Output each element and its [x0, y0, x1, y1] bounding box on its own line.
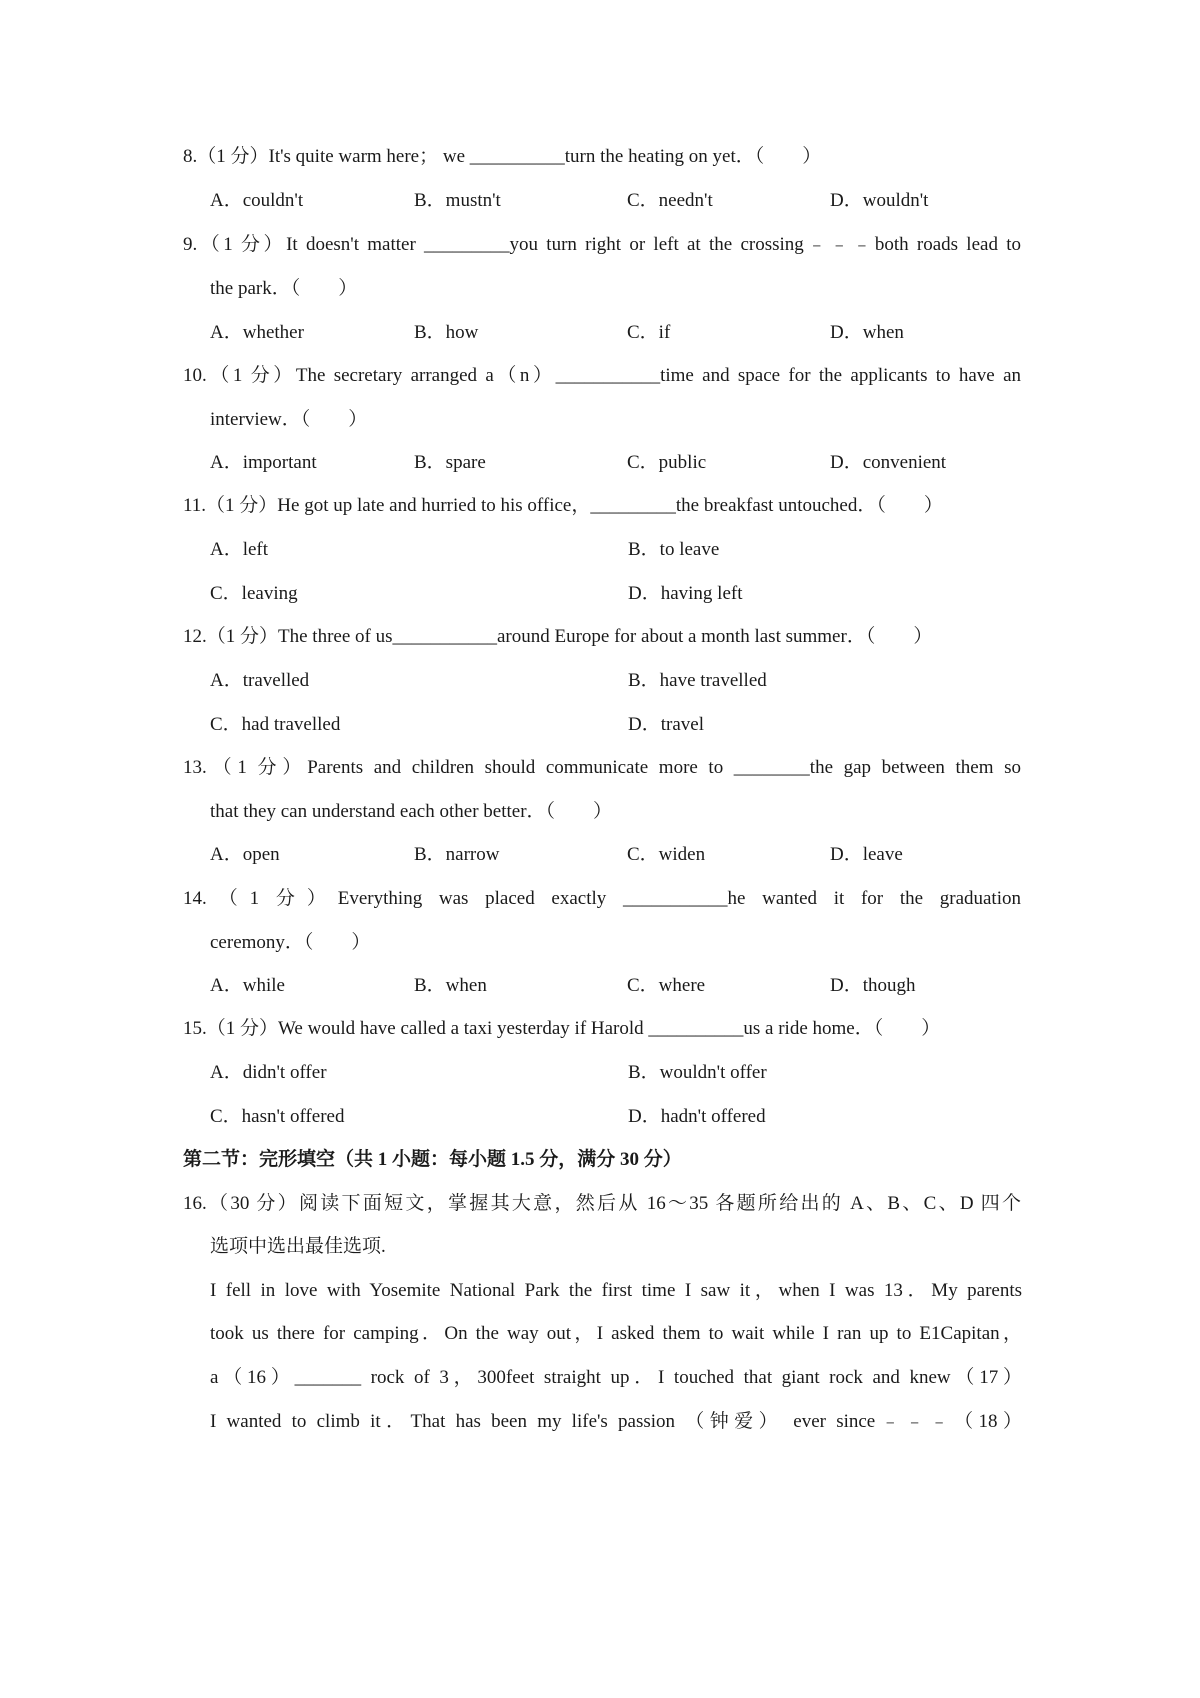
question-14-option-d[interactable]: D．though	[830, 975, 916, 996]
question-10-option-b[interactable]: B．spare	[414, 452, 486, 473]
question-8-option-a[interactable]: A．couldn't	[210, 190, 304, 211]
question-10-option-c[interactable]: C．public	[627, 452, 707, 473]
question-9-stem-continued: the park．（ ）	[210, 278, 358, 299]
question-15-option-a[interactable]: A．didn't offer	[210, 1062, 327, 1083]
question-14-option-b[interactable]: B．when	[414, 975, 487, 996]
question-16-stem-continued: 选项中选出最佳选项.	[210, 1236, 386, 1257]
question-12-option-c[interactable]: C．had travelled	[210, 714, 341, 735]
question-12-stem: 12.（1 分）The three of us___________around Europe for about a month last summer．（ ）	[183, 626, 933, 647]
question-8-stem: 8.（1 分）It's quite warm here； we __________turn the heating on yet．（ ）	[183, 146, 822, 167]
question-10-option-d[interactable]: D．convenient	[830, 452, 947, 473]
section-2-heading: 第二节：完形填空（共 1 小题：每小题 1.5 分，满分 30 分）	[183, 1149, 682, 1170]
question-14-option-c[interactable]: C．where	[627, 975, 706, 996]
question-9-option-c[interactable]: C．if	[627, 322, 671, 343]
question-8-option-d[interactable]: D．wouldn't	[830, 190, 929, 211]
question-11-stem: 11.（1 分）He got up late and hurried to his office，_________the breakfast untouched．（ ）	[183, 495, 943, 516]
question-14-stem: 14.（1 分）Everything was placed exactly ___________he wanted it for the graduation	[183, 888, 1021, 909]
question-13-option-d[interactable]: D．leave	[830, 844, 903, 865]
question-10-stem: 10.（1 分）The secretary arranged a（n）___________time and space for the applicants to have an	[183, 365, 1021, 386]
question-16-stem: 16.（30 分）阅读下面短文，掌握其大意，然后从 16～35 各题所给出的 A、B、C、D 四个	[183, 1193, 1021, 1214]
passage-line-1: I fell in love with Yosemite National Park the first time I saw it，when I was 13．My parents	[210, 1280, 1022, 1301]
question-8-option-b[interactable]: B．mustn't	[414, 190, 501, 211]
question-8-option-c[interactable]: C．needn't	[627, 190, 713, 211]
question-9-option-a[interactable]: A．whether	[210, 322, 304, 343]
question-11-option-a[interactable]: A．left	[210, 539, 269, 560]
question-15-option-c[interactable]: C．hasn't offered	[210, 1106, 345, 1127]
question-9-option-d[interactable]: D．when	[830, 322, 904, 343]
question-14-stem-continued: ceremony．（ ）	[210, 932, 371, 953]
question-9-option-b[interactable]: B．how	[414, 322, 479, 343]
question-12-option-b[interactable]: B．have travelled	[628, 670, 767, 691]
question-13-option-a[interactable]: A．open	[210, 844, 280, 865]
question-11-option-c[interactable]: C．leaving	[210, 583, 298, 604]
question-15-option-d[interactable]: D．hadn't offered	[628, 1106, 766, 1127]
question-9-stem: 9.（1 分）It doesn't matter _________you turn right or left at the crossing﹣﹣﹣both roads lead to	[183, 234, 1021, 255]
question-11-option-b[interactable]: B．to leave	[628, 539, 720, 560]
question-11-option-d[interactable]: D．having left	[628, 583, 743, 604]
question-14-option-a[interactable]: A．while	[210, 975, 285, 996]
question-13-stem: 13.（1 分）Parents and children should communicate more to ________the gap between them so	[183, 757, 1021, 778]
question-10-option-a[interactable]: A．important	[210, 452, 317, 473]
question-13-option-c[interactable]: C．widen	[627, 844, 706, 865]
question-10-stem-continued: interview．（ ）	[210, 409, 368, 430]
question-13-stem-continued: that they can understand each other better．（ ）	[210, 801, 613, 822]
question-15-stem: 15.（1 分）We would have called a taxi yesterday if Harold __________us a ride home．（ ）	[183, 1018, 941, 1039]
question-12-option-a[interactable]: A．travelled	[210, 670, 310, 691]
question-13-option-b[interactable]: B．narrow	[414, 844, 500, 865]
question-15-option-b[interactable]: B．wouldn't offer	[628, 1062, 767, 1083]
question-12-option-d[interactable]: D．travel	[628, 714, 704, 735]
passage-line-3: a（16）_______ rock of 3，300feet straight up．I touched that giant rock and knew（17）	[210, 1367, 1022, 1388]
passage-line-4: I wanted to climb it．That has been my life's passion （钟爱） ever since﹣﹣﹣（18）	[210, 1411, 1022, 1432]
passage-line-2: took us there for camping．On the way out，I asked them to wait while I ran up to E1Capitan，	[210, 1323, 1022, 1344]
